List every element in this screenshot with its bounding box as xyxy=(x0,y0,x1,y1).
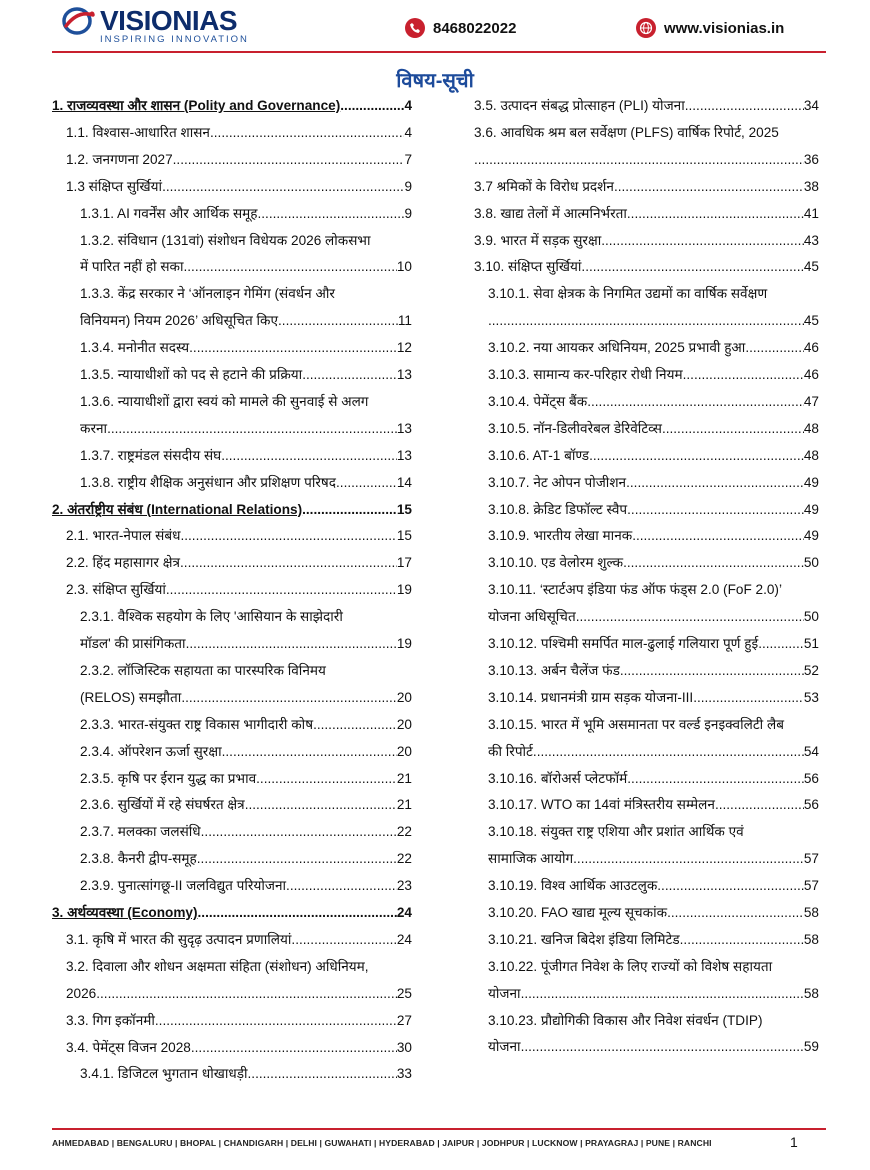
toc-entry-title: 3.10.20. FAO खाद्य मूल्य सूचकांक xyxy=(488,905,668,920)
dot-leader xyxy=(632,526,804,546)
toc-page-number: 58 xyxy=(803,905,819,920)
toc-entry[interactable] xyxy=(80,365,412,392)
toc-entry-title: 3.10. संक्षिप्त सुर्खियां xyxy=(474,259,582,275)
toc-entry-title: 3.10.4. पेमेंट्स बैंक xyxy=(488,393,588,409)
toc-entry[interactable] xyxy=(474,96,819,123)
dot-leader xyxy=(521,984,804,1004)
dot-leader xyxy=(302,500,397,520)
toc-entry[interactable] xyxy=(66,1011,412,1038)
dot-leader xyxy=(627,204,804,224)
toc-page-number: 24 xyxy=(396,931,412,947)
toc-entry-title: 3.10.8. क्रेडिट डिफॉल्ट स्वैप xyxy=(488,501,628,517)
toc-page-number: 23 xyxy=(396,878,412,894)
toc-entry-title: 1. राजव्यवस्था और शासन (Polity and Governance) xyxy=(52,98,341,113)
toc-entry[interactable] xyxy=(488,822,819,876)
toc-entry[interactable] xyxy=(80,769,412,796)
toc-entry-title: 2.3.7. मलक्का जलसंधि xyxy=(80,824,201,840)
header-divider xyxy=(52,51,826,53)
toc-page-number: 20 xyxy=(396,743,412,759)
dot-leader xyxy=(589,446,804,466)
visionias-logo xyxy=(62,6,249,45)
toc-entry[interactable] xyxy=(474,123,819,177)
dot-leader xyxy=(573,849,804,869)
toc-entry-title: में पारित नहीं हो सका xyxy=(80,259,184,275)
toc-page-number: 57 xyxy=(803,851,819,867)
dot-leader xyxy=(155,1011,397,1031)
toc-page-number: 19 xyxy=(396,582,412,598)
dot-leader xyxy=(166,580,397,600)
toc-entry-title: विनियमन) नियम 2026’ अधिसूचित किए xyxy=(80,313,279,329)
toc-page-number: 7 xyxy=(404,151,412,167)
toc-page-number: 50 xyxy=(803,555,819,571)
toc-page-number: 27 xyxy=(396,1012,412,1028)
toc-entry-title: 2026 xyxy=(66,985,97,1001)
toc-entry-title: 1.2. जनगणना 2027 xyxy=(66,151,173,167)
toc-entry[interactable] xyxy=(52,500,412,527)
toc-entry[interactable] xyxy=(488,284,819,338)
toc-entry[interactable] xyxy=(474,204,819,231)
dot-leader xyxy=(614,177,804,197)
toc-entry-title: 3.10.2. नया आयकर अधिनियम, 2025 प्रभावी हुआ xyxy=(488,340,746,356)
toc-entry-title: 2.3.6. सुर्खियों में रहे संघर्षरत क्षेत्र xyxy=(80,797,245,813)
toc-page-number: 30 xyxy=(396,1039,412,1055)
toc-entry[interactable] xyxy=(52,903,412,930)
toc-page-number: 11 xyxy=(397,313,412,329)
toc-page-number: 12 xyxy=(396,340,412,356)
toc-entry-title: 3.10.1. सेवा क्षेत्रक के निगमित उद्यमों का वार्षिक सर्वेक्षण xyxy=(488,286,768,302)
toc-entry[interactable] xyxy=(80,849,412,876)
toc-page-number: 43 xyxy=(803,232,819,248)
toc-entry-title: 3. अर्थव्यवस्था (Economy) xyxy=(52,905,198,920)
toc-entry[interactable] xyxy=(488,553,819,580)
toc-entry-title: 3.9. भारत में सड़क सुरक्षा xyxy=(474,232,602,248)
dot-leader xyxy=(626,473,804,493)
dot-leader xyxy=(601,231,804,251)
dot-leader xyxy=(533,742,804,762)
dot-leader xyxy=(291,930,396,950)
dot-leader xyxy=(248,1064,397,1084)
toc-entry-title: 3.8. खाद्य तेलों में आत्मनिर्भरता xyxy=(474,205,627,221)
page-header xyxy=(0,0,870,55)
toc-entry-title: 2.3.5. कृषि पर ईरान युद्ध का प्रभाव xyxy=(80,770,257,786)
toc-entry[interactable] xyxy=(80,338,412,365)
toc-entry-title: मॉडल' की प्रासंगिकता xyxy=(80,635,186,651)
dot-leader xyxy=(186,634,397,654)
toc-entry-title: 3.1. कृषि में भारत की सुदृढ़ उत्पादन प्रणालियां xyxy=(66,931,292,947)
toc-page-number: 33 xyxy=(396,1066,412,1082)
toc-entry-title: 2.3.9. पुनात्सांगछू-II जलविद्युत परियोजना xyxy=(80,878,287,894)
toc-entry-title: 3.4.1. डिजिटल भुगतान धोखाधड़ी xyxy=(80,1066,248,1082)
toc-entry-title: 3.5. उत्पादन संबद्ध प्रोत्साहन (PLI) योजना xyxy=(474,98,685,113)
toc-page-number: 15 xyxy=(396,501,412,517)
dot-leader xyxy=(191,1038,397,1058)
toc-page-number: 58 xyxy=(803,985,819,1001)
toc-page-number: 46 xyxy=(803,340,819,356)
toc-entry[interactable] xyxy=(80,284,412,338)
toc-entry[interactable] xyxy=(474,257,819,284)
phone-icon xyxy=(405,18,425,38)
toc-page-number: 24 xyxy=(396,905,412,920)
toc-page-number: 38 xyxy=(803,178,819,194)
toc-page-number: 45 xyxy=(803,259,819,275)
toc-entry[interactable] xyxy=(488,795,819,822)
dot-leader xyxy=(181,688,397,708)
toc-page-number: 59 xyxy=(803,1039,819,1055)
toc-entry-title: 3.7 श्रमिकों के विरोध प्रदर्शन xyxy=(474,178,614,194)
toc-entry-title: 3.10.5. नॉन-डिलीवरेबल डेरिवेटिव्स xyxy=(488,420,662,436)
toc-entry-title: करना xyxy=(80,420,108,436)
toc-page-number: 54 xyxy=(803,743,819,759)
footer-divider xyxy=(52,1128,826,1130)
toc-entry-title: 2.3.1. वैश्विक सहयोग के लिए 'आसियान के साझेदारी xyxy=(80,609,343,625)
toc-entry-title: 3.10.3. सामान्य कर-परिहार रोधी नियम xyxy=(488,367,683,382)
toc-entry[interactable] xyxy=(80,795,412,822)
toc-entry-title: सामाजिक आयोग xyxy=(488,851,574,867)
dot-leader xyxy=(627,769,804,789)
toc-entry-title: 3.10.15. भारत में भूमि असमानता पर वर्ल्ड इनइक्वलिटी लैब xyxy=(488,716,784,732)
toc-entry-title: 2.2. हिंद महासागर क्षेत्र xyxy=(66,555,181,571)
toc-entry[interactable] xyxy=(488,526,819,553)
dot-leader xyxy=(162,177,404,197)
toc-entry[interactable] xyxy=(488,957,819,1011)
toc-entry[interactable] xyxy=(80,231,412,285)
toc-page-number: 9 xyxy=(404,205,412,221)
toc-entry[interactable] xyxy=(80,607,412,661)
toc-entry-title: 3.10.21. खनिज बिदेश इंडिया लिमिटेड xyxy=(488,931,680,947)
toc-entry-title: की रिपोर्ट xyxy=(488,743,533,759)
toc-entry[interactable] xyxy=(80,876,412,903)
dot-leader xyxy=(222,742,397,762)
dot-leader xyxy=(587,392,804,412)
toc-entry[interactable] xyxy=(488,392,819,419)
toc-entry-title: 2.1. भारत-नेपाल संबंध xyxy=(66,528,181,544)
dot-leader xyxy=(180,553,397,573)
toc-entry[interactable] xyxy=(66,930,412,957)
toc-entry-title: 1.3.4. मनोनीत सदस्य xyxy=(80,340,190,356)
logo-swoosh-icon xyxy=(62,6,96,36)
toc-entry[interactable] xyxy=(80,473,412,500)
toc-entry-title: 3.10.23. प्रौद्योगिकी विकास और निवेश संवर्धन (TDIP) xyxy=(488,1012,763,1028)
toc-page-number: 49 xyxy=(803,528,819,544)
toc-entry[interactable] xyxy=(488,876,819,903)
globe-icon xyxy=(636,18,656,38)
toc-entry-title: 3.10.18. संयुक्त राष्ट्र एशिया और प्रशांत आर्थिक एवं xyxy=(488,824,744,840)
toc-page-number: 10 xyxy=(396,259,412,275)
dot-leader xyxy=(667,903,804,923)
toc-entry-title: 1.3.3. केंद्र सरकार ने ‘ऑनलाइन गेमिंग (संवर्धन और xyxy=(80,286,335,302)
dot-leader xyxy=(715,795,804,815)
toc-page-number: 14 xyxy=(396,474,412,490)
toc-page-number: 58 xyxy=(803,931,819,947)
toc-page-number: 25 xyxy=(396,985,412,1001)
dot-leader xyxy=(627,500,804,520)
toc-page-number: 20 xyxy=(396,716,412,732)
toc-entry[interactable] xyxy=(474,177,819,204)
toc-page-number: 49 xyxy=(803,501,819,517)
toc-entry-title: 1.1. विश्वास-आधारित शासन xyxy=(66,124,210,140)
toc-page-number: 52 xyxy=(803,662,819,678)
dot-leader xyxy=(685,96,804,116)
toc-entry[interactable] xyxy=(66,580,412,607)
toc-page-number: 22 xyxy=(396,824,412,840)
toc-page-number: 15 xyxy=(396,528,412,544)
toc-entry[interactable] xyxy=(66,1038,412,1065)
dot-leader xyxy=(576,607,804,627)
dot-leader xyxy=(488,311,804,331)
footer-cities: AHMEDABAD | BENGALURU | BHOPAL | CHANDIGARH | DELHI | GUWAHATI | HYDERABAD | JAIPUR | JODHPUR | LUCKNOW | PRAYAGRAJ | PUNE | RANCHI xyxy=(52,1138,712,1148)
toc-entry-title: 1.3.7. राष्ट्रमंडल संसदीय संघ xyxy=(80,447,222,463)
toc-entry[interactable] xyxy=(66,526,412,553)
dot-leader xyxy=(221,446,397,466)
toc-page-number: 13 xyxy=(396,420,412,436)
toc-entry-title: 1.3.1. AI गवर्नेंस और आर्थिक समूह xyxy=(80,205,258,221)
toc-entry[interactable] xyxy=(80,446,412,473)
toc-entry[interactable] xyxy=(488,634,819,661)
toc-page-number: 56 xyxy=(803,797,819,813)
toc-entry[interactable] xyxy=(80,822,412,849)
toc-page-number: 46 xyxy=(803,367,819,382)
toc-entry[interactable] xyxy=(488,769,819,796)
toc-page-number: 13 xyxy=(396,447,412,463)
page-title: विषय-सूची xyxy=(396,70,474,92)
toc-entry-title: 2.3.3. भारत-संयुक्त राष्ट्र विकास भागीदारी कोष xyxy=(80,716,314,732)
dot-leader xyxy=(96,984,397,1004)
toc-page-number: 4 xyxy=(404,124,412,140)
toc-entry-title: 3.3. गिग इकॉनमी xyxy=(66,1012,155,1028)
dot-leader xyxy=(693,688,804,708)
toc-page-number: 48 xyxy=(803,420,819,436)
brand-vision: VISION xyxy=(100,5,192,36)
toc-entry[interactable] xyxy=(52,96,412,123)
toc-entry[interactable] xyxy=(488,500,819,527)
toc-entry-title: 3.10.10. एड वेलोरम शुल्क xyxy=(488,555,624,571)
toc-entry-title: 1.3.6. न्यायाधीशों द्वारा स्वयं को मामले की सुनवाई से अलग xyxy=(80,393,369,409)
toc-entry-title: 2.3.2. लॉजिस्टिक सहायता का पारस्परिक विनिमय xyxy=(80,662,326,678)
toc-entry[interactable] xyxy=(488,715,819,769)
dot-leader xyxy=(683,365,804,385)
toc-page-number: 57 xyxy=(803,878,819,894)
toc-entry-title: 3.6. आवधिक श्रम बल सर्वेक्षण (PLFS) वार्षिक रिपोर्ट, 2025 xyxy=(474,124,779,140)
toc-entry[interactable] xyxy=(488,473,819,500)
page-number: 1 xyxy=(790,1134,798,1150)
toc-entry-title: 2.3.4. ऑपरेशन ऊर्जा सुरक्षा xyxy=(80,743,222,759)
toc-entry[interactable] xyxy=(80,392,412,446)
toc-entry[interactable] xyxy=(488,338,819,365)
dot-leader xyxy=(581,257,803,277)
toc-page-number: 21 xyxy=(396,770,412,786)
toc-entry-title: 3.10.17. WTO का 14वां मंत्रिस्तरीय सम्मेलन xyxy=(488,797,715,813)
dot-leader xyxy=(758,634,804,654)
website-link[interactable] xyxy=(636,18,784,38)
toc-page-number: 45 xyxy=(803,313,819,329)
toc-page-number: 19 xyxy=(396,635,412,651)
toc-entry-title: 3.10.19. विश्व आर्थिक आउटलुक xyxy=(488,878,658,894)
dot-leader xyxy=(623,553,804,573)
toc-entry-title: योजना अधिसूचित xyxy=(488,609,576,625)
toc-entry-title: 3.10.6. AT-1 बॉण्ड xyxy=(488,447,590,463)
phone-contact[interactable] xyxy=(405,18,516,38)
toc-entry-title: 3.10.14. प्रधानमंत्री ग्राम सड़क योजना-III xyxy=(488,689,694,705)
toc-page-number: 56 xyxy=(803,770,819,786)
toc-entry-title: 1.3 संक्षिप्त सुर्खियां xyxy=(66,178,163,194)
dot-leader xyxy=(189,338,397,358)
toc-page-number: 36 xyxy=(803,151,819,167)
dot-leader xyxy=(286,876,397,896)
toc-entry[interactable] xyxy=(488,446,819,473)
toc-entry[interactable] xyxy=(80,204,412,231)
toc-entry-title: 3.10.22. पूंजीगत निवेश के लिए राज्यों को विशेष सहायता xyxy=(488,958,773,974)
toc-page-number: 9 xyxy=(404,178,412,194)
dot-leader xyxy=(198,903,397,923)
toc-entry[interactable] xyxy=(80,715,412,742)
toc-entry[interactable] xyxy=(66,150,412,177)
dot-leader xyxy=(257,204,404,224)
toc-page-number: 4 xyxy=(404,98,412,113)
dot-leader xyxy=(302,365,397,385)
toc-entry[interactable] xyxy=(488,419,819,446)
dot-leader xyxy=(680,930,804,950)
toc-entry-title: 2.3.8. कैनरी द्वीप-समूह xyxy=(80,851,197,867)
dot-leader xyxy=(197,849,397,869)
toc-entry-title: 3.10.13. अर्बन चैलेंज फंड xyxy=(488,662,620,678)
dot-leader xyxy=(662,419,804,439)
toc-entry-title: 1.3.8. राष्ट्रीय शैक्षिक अनुसंधान और प्रशिक्षण परिषद xyxy=(80,474,337,490)
toc-entry-title: 3.10.11. ‘स्टार्टअप इंडिया फंड ऑफ फंड्स 2.0 (FoF 2.0)’ xyxy=(488,582,782,598)
toc-entry-title: 2.3. संक्षिप्त सुर्खियां xyxy=(66,582,166,598)
dot-leader xyxy=(657,876,804,896)
dot-leader xyxy=(336,473,397,493)
dot-leader xyxy=(107,419,397,439)
toc-entry[interactable] xyxy=(488,930,819,957)
dot-leader xyxy=(340,96,404,116)
dot-leader xyxy=(183,257,396,277)
toc-entry[interactable] xyxy=(66,177,412,204)
dot-leader xyxy=(173,150,405,170)
toc-page-number: 22 xyxy=(396,851,412,867)
dot-leader xyxy=(745,338,804,358)
toc-entry-title: 3.10.16. बॉरोअर्स प्लेटफॉर्म xyxy=(488,770,628,786)
toc-page-number: 20 xyxy=(396,689,412,705)
toc-entry[interactable] xyxy=(66,957,412,1011)
toc-entry-title: 3.4. पेमेंट्स विजन 2028 xyxy=(66,1039,191,1055)
dot-leader xyxy=(201,822,397,842)
toc-page-number: 17 xyxy=(396,555,412,571)
dot-leader xyxy=(180,526,396,546)
dot-leader xyxy=(245,795,397,815)
toc-entry[interactable] xyxy=(488,688,819,715)
toc-entry-title: 3.10.7. नेट ओपन पोजीशन xyxy=(488,474,627,490)
toc-page-number: 49 xyxy=(803,474,819,490)
toc-entry[interactable] xyxy=(488,661,819,688)
toc-entry-title: 1.3.5. न्यायाधीशों को पद से हटाने की प्रक्रिया xyxy=(80,367,303,382)
dot-leader xyxy=(256,769,397,789)
toc-entry[interactable] xyxy=(80,1064,412,1091)
toc-page-number: 47 xyxy=(803,393,819,409)
toc-entry[interactable] xyxy=(80,661,412,715)
toc-page-number: 13 xyxy=(396,367,412,382)
phone-number: 8468022022 xyxy=(433,19,517,37)
dot-leader xyxy=(278,311,398,331)
toc-entry-title: योजना xyxy=(488,1039,521,1055)
dot-leader xyxy=(210,123,404,143)
toc-page-number: 48 xyxy=(803,447,819,463)
toc-page-number: 53 xyxy=(803,689,819,705)
toc-entry[interactable] xyxy=(66,123,412,150)
brand-tagline: INSPIRING INNOVATION xyxy=(100,34,249,45)
website-url: www.visionias.in xyxy=(664,19,785,37)
toc-entry-title: 1.3.2. संविधान (131वां) संशोधन विधेयक 2026 लोकसभा xyxy=(80,232,371,248)
toc-entry[interactable] xyxy=(488,1011,819,1065)
toc-entry-title: 2. अंतर्राष्ट्रीय संबंध (International Relations) xyxy=(52,501,303,517)
dot-leader xyxy=(620,661,804,681)
toc-page-number: 34 xyxy=(803,98,819,113)
dot-leader xyxy=(313,715,397,735)
toc-page-number: 21 xyxy=(396,797,412,813)
toc-page-number: 51 xyxy=(803,636,819,651)
toc-entry-title: 3.10.9. भारतीय लेखा मानक xyxy=(488,528,633,544)
toc-entry[interactable] xyxy=(474,231,819,258)
toc-entry-title: 3.10.12. पश्चिमी समर्पित माल-ढुलाई गलियारा पूर्ण हुई xyxy=(488,636,759,651)
toc-entry-title: योजना xyxy=(488,985,521,1001)
toc-entry[interactable] xyxy=(488,365,819,392)
toc-page-number: 41 xyxy=(803,205,819,221)
brand-ias: IAS xyxy=(191,5,238,36)
toc-page-number: 50 xyxy=(803,609,819,625)
dot-leader xyxy=(521,1037,804,1057)
toc-entry-title: 3.2. दिवाला और शोधन अक्षमता संहिता (संशोधन) अधिनियम, xyxy=(66,958,369,974)
dot-leader xyxy=(474,150,804,170)
toc-entry[interactable] xyxy=(80,742,412,769)
brand-name xyxy=(100,6,237,36)
toc-entry[interactable] xyxy=(66,553,412,580)
toc-entry-title: (RELOS) समझौता xyxy=(80,689,182,705)
toc-entry[interactable] xyxy=(488,903,819,930)
toc-entry[interactable] xyxy=(488,580,819,634)
